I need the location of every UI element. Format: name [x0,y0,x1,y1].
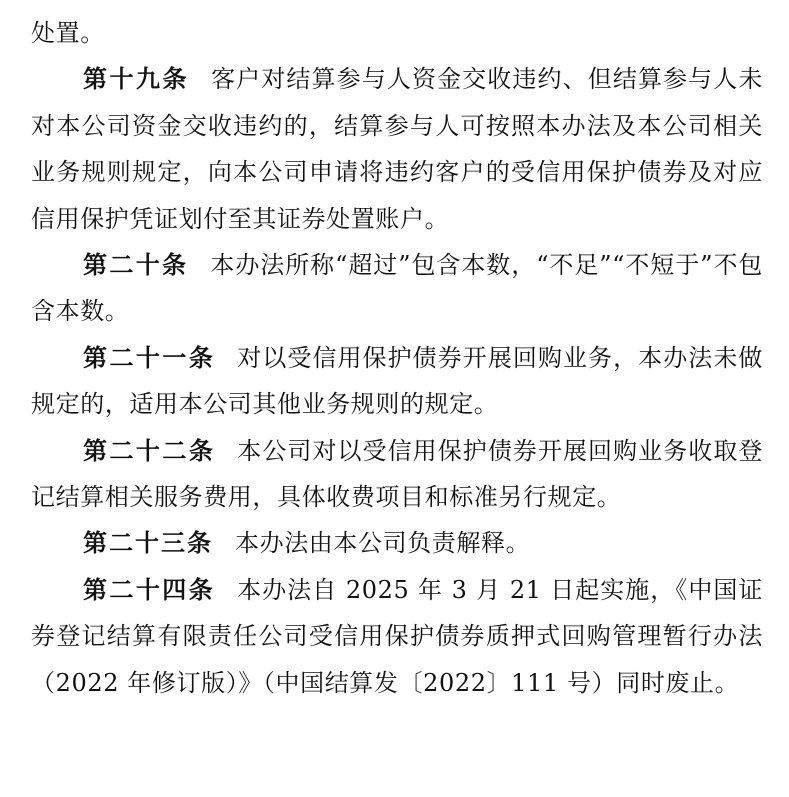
paragraph-text: 处置。 [31,19,105,47]
article-text: 对以受信用保护债券开展回购业务，本办法未做规定的，适用本公司其他业务规则的规定。 [31,343,763,419]
article-22 [31,428,763,521]
article-heading: 第十九条 [83,65,190,94]
article-heading: 第二十三条 [83,529,213,558]
article-24 [31,567,763,706]
article-heading: 第二十一条 [83,343,216,372]
article-heading: 第二十四条 [83,575,216,604]
article-23 [31,520,763,566]
article-text: 本办法由本公司负责解释。 [235,529,531,558]
article-21 [31,335,763,428]
article-text: 本公司对以受信用保护债券开展回购业务收取登记结算相关服务费用，具体收费项目和标准另行规定。 [31,436,763,512]
article-19 [31,56,763,242]
document-page [31,10,763,706]
article-heading: 第二十条 [83,251,189,280]
article-text: 本办法所称“超过”包含本数，“不足”“不短于”不包含本数。 [31,251,763,326]
paragraph-continuation [31,10,763,56]
article-text: 本办法自 2025 年 3 月 21 日起实施，《中国证券登记结算有限责任公司受信用保护债券质押式回购管理暂行办法（2022 年修订版）》（中国结算发〔2022〕111 号）同时废止。 [31,575,763,697]
article-text: 客户对结算参与人资金交收违约、但结算参与人未对本公司资金交收违约的，结算参与人可按照本办法及本公司相关业务规则规定，向本公司申请将违约客户的受信用保护债券及对应信用保护凭证划付至其证券处置账户。 [31,65,764,233]
article-20 [31,242,763,335]
article-heading: 第二十二条 [83,436,216,465]
